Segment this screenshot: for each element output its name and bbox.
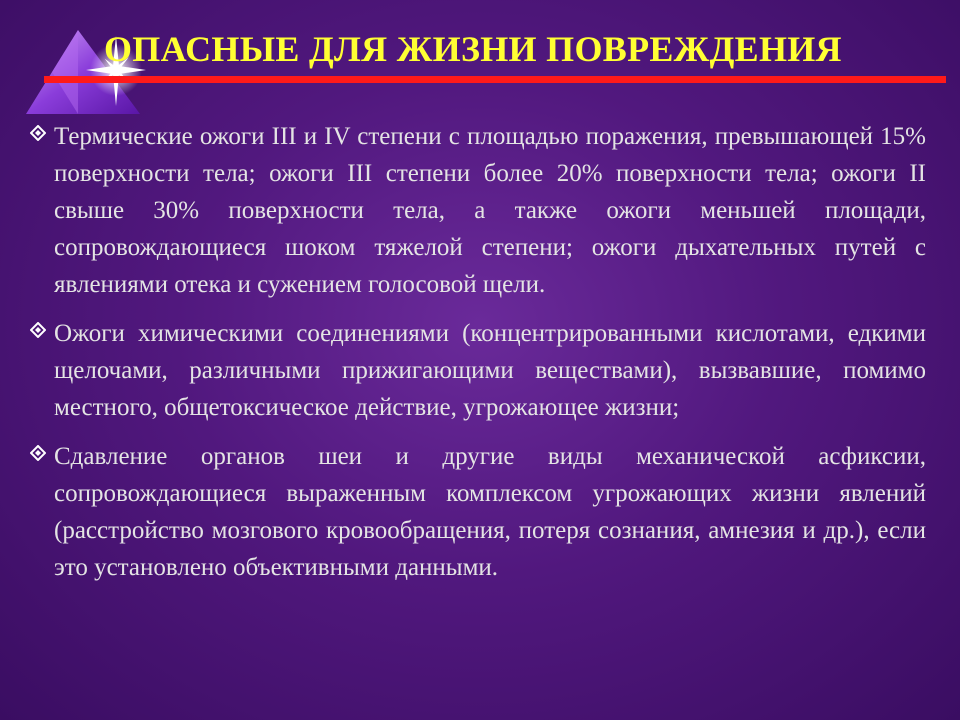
- diamond-icon: [30, 322, 46, 338]
- bullet-text: Сдавление органов шеи и другие виды механической асфиксии, сопровождающиеся выраженным комплексом угрожающих жизни явлений (расстройство мозгового кровообращения, потеря сознания, амнезия и др.), если это установлено объективными данными.: [54, 443, 926, 581]
- title-underline: [44, 76, 946, 83]
- list-item: [30, 315, 926, 426]
- diamond-icon: [30, 445, 46, 461]
- diamond-icon: [30, 125, 46, 141]
- list-item: [30, 438, 926, 586]
- bullet-text: Термические ожоги III и IV степени с площадью поражения, превышающей 15% поверхности тела; ожоги III степени более 20% поверхности тела; ожоги II свыше 30% поверхности тела, а также ожоги меньшей площади, сопровождающиеся шоком тяжелой степени; ожоги дыхательных путей с явлениями отека и сужением голосовой щели.: [54, 123, 926, 298]
- list-item: [30, 118, 926, 303]
- slide-title: ОПАСНЫЕ ДЛЯ ЖИЗНИ ПОВРЕЖДЕНИЯ: [104, 29, 842, 69]
- bullet-list: [30, 118, 926, 598]
- bullet-text: Ожоги химическими соединениями (концентрированными кислотами, едкими щелочами, различными прижигающими веществами), вызвавшие, помимо местного, общетоксическое действие, угрожающее жизни;: [54, 320, 926, 421]
